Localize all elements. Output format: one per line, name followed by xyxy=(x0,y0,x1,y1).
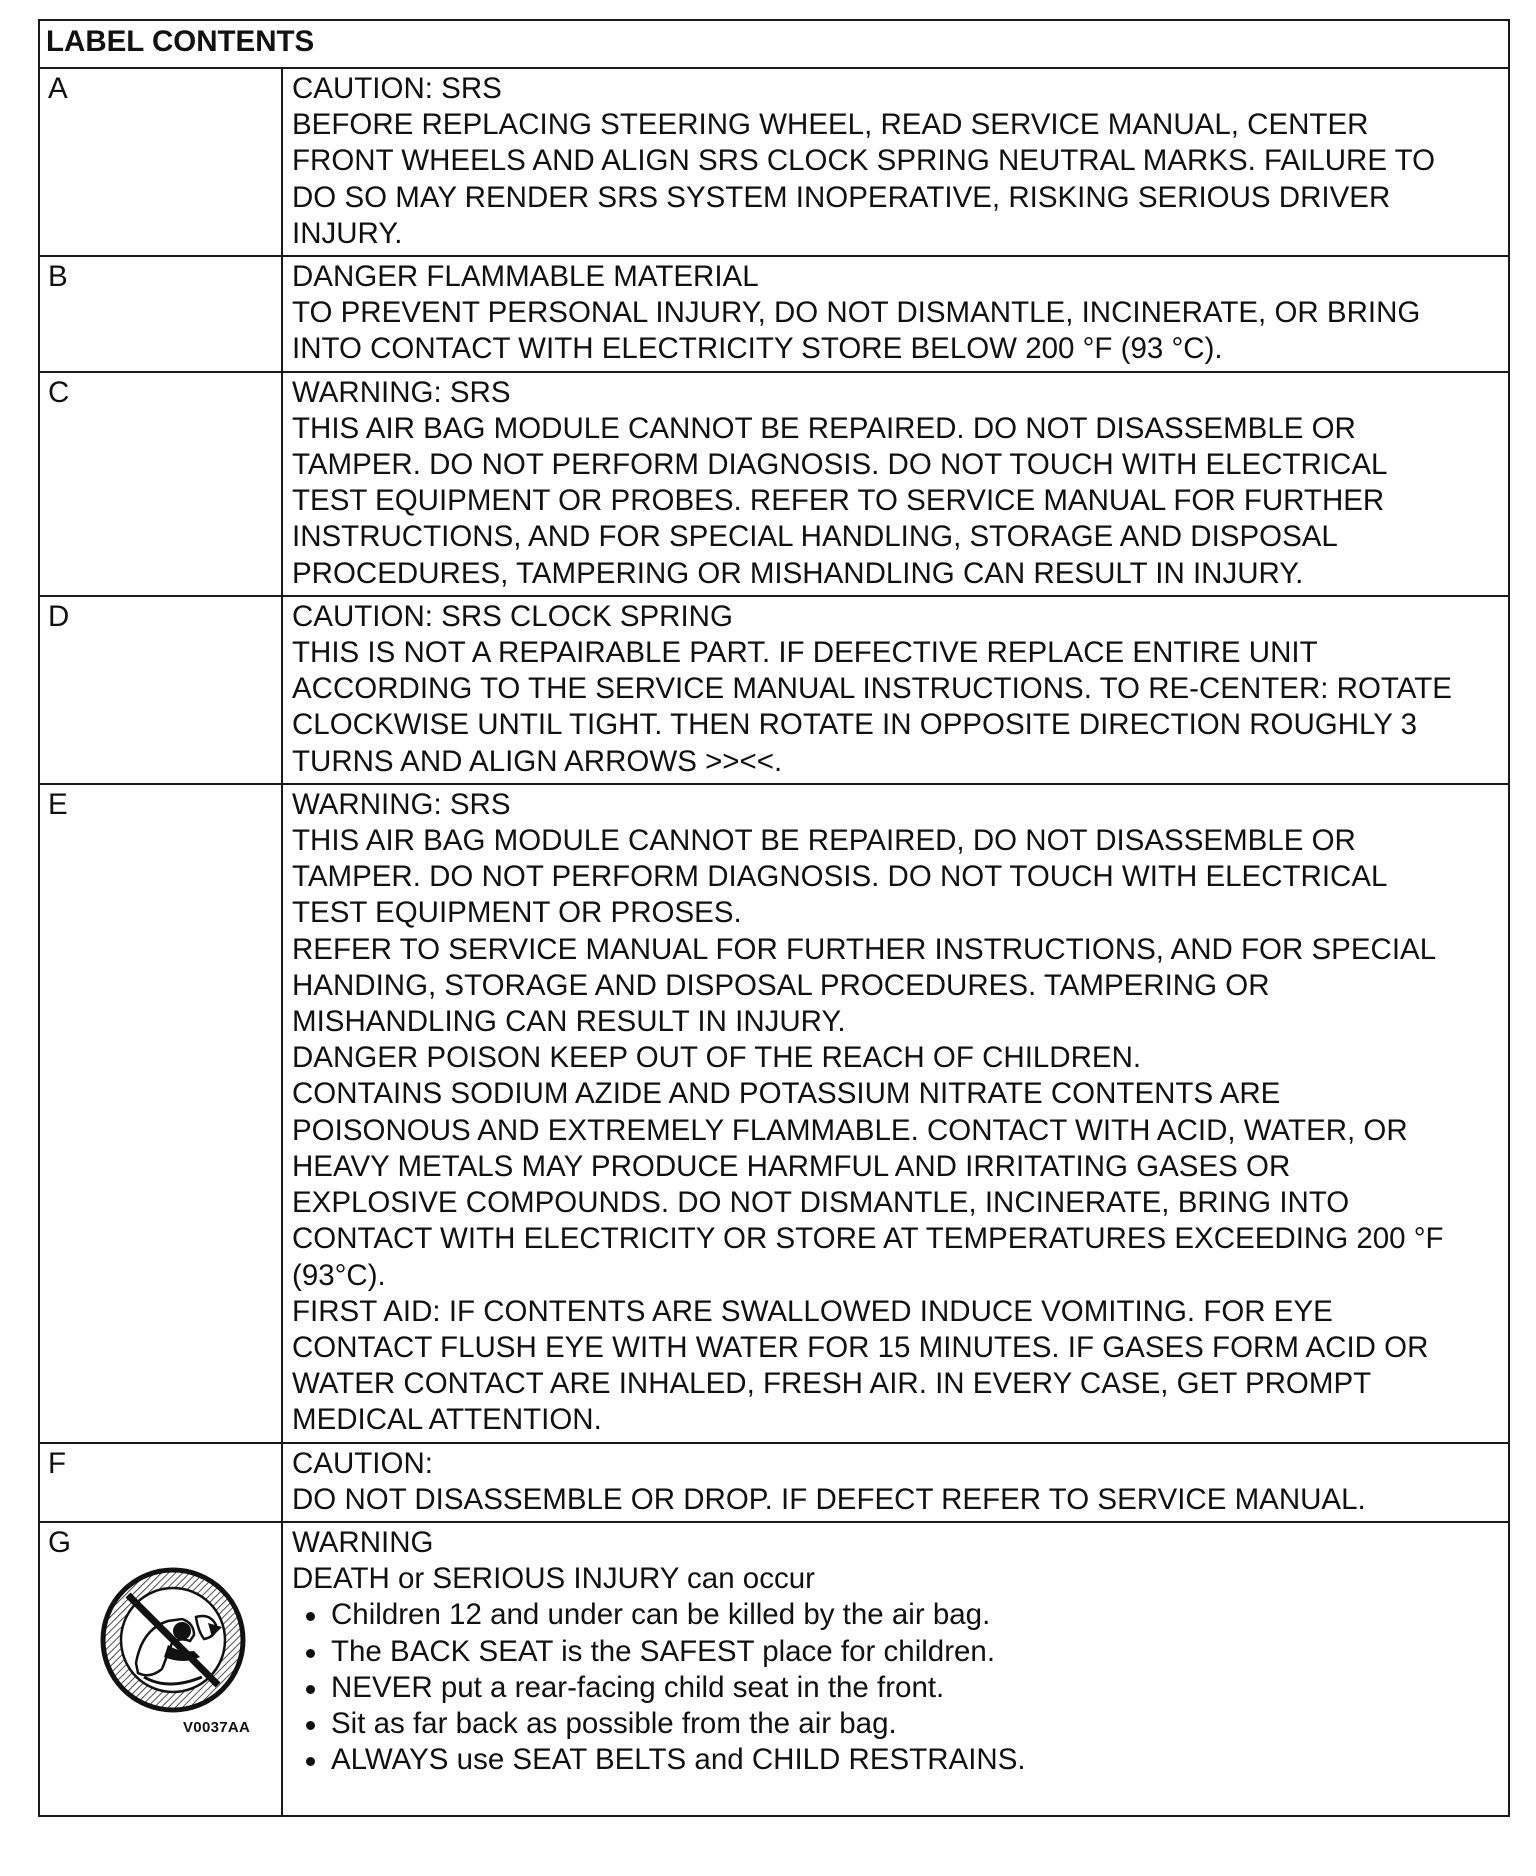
label-row-e xyxy=(39,784,1509,1443)
label-text-line: FRONT WHEELS AND ALIGN SRS CLOCK SPRING NEUTRAL MARKS. FAILURE TO xyxy=(292,144,1436,178)
label-text-line: CAUTION: xyxy=(292,1446,433,1480)
label-text-line: WATER CONTACT ARE INHALED, FRESH AIR. IN EVERY CASE, GET PROMPT xyxy=(292,1367,1372,1401)
label-text-line: INTO CONTACT WITH ELECTRICITY STORE BELOW 200 °F (93 °C). xyxy=(292,332,1223,366)
label-text-line: WARNING: SRS xyxy=(292,375,511,409)
label-row-c xyxy=(39,372,1509,596)
label-text-line: (93°C). xyxy=(292,1258,386,1292)
label-text-line: TO PREVENT PERSONAL INJURY, DO NOT DISMANTLE, INCINERATE, OR BRING xyxy=(292,296,1421,330)
label-text-line: MEDICAL ATTENTION. xyxy=(292,1403,602,1437)
label-text-line: TAMPER. DO NOT PERFORM DIAGNOSIS. DO NOT TOUCH WITH ELECTRICAL xyxy=(292,860,1388,894)
label-letter: B xyxy=(39,256,282,372)
label-text-line: THIS AIR BAG MODULE CANNOT BE REPAIRED, DO NOT DISASSEMBLE OR xyxy=(292,824,1356,858)
pictogram-code: V0037AA xyxy=(183,1718,251,1736)
no-rear-facing-child-seat-icon xyxy=(98,1565,248,1715)
label-text-line: TURNS AND ALIGN ARROWS >><<. xyxy=(292,744,783,778)
label-text-line: TEST EQUIPMENT OR PROBES. REFER TO SERVICE MANUAL FOR FURTHER xyxy=(292,484,1385,518)
warning-title: WARNING xyxy=(292,1525,434,1559)
label-text-line: TEST EQUIPMENT OR PROSES. xyxy=(292,896,742,930)
label-text-line: CONTAINS SODIUM AZIDE AND POTASSIUM NITRATE CONTENTS ARE xyxy=(292,1077,1281,1111)
label-text-line: THIS AIR BAG MODULE CANNOT BE REPAIRED. DO NOT DISASSEMBLE OR xyxy=(292,411,1356,445)
warning-bullet: ALWAYS use SEAT BELTS and CHILD RESTRAINS. xyxy=(292,1742,1502,1778)
label-text-line: FIRST AID: IF CONTENTS ARE SWALLOWED INDUCE VOMITING. FOR EYE xyxy=(292,1294,1333,1328)
label-text xyxy=(282,784,1509,1443)
label-text-line: DANGER FLAMMABLE MATERIAL xyxy=(292,260,759,294)
label-text xyxy=(282,596,1509,784)
warning-bullet: NEVER put a rear-facing child seat in the front. xyxy=(292,1670,1502,1706)
label-text-line: EXPLOSIVE COMPOUNDS. DO NOT DISMANTLE, INCINERATE, BRING INTO xyxy=(292,1186,1350,1220)
label-letter: G xyxy=(48,1525,71,1559)
label-text-line: ACCORDING TO THE SERVICE MANUAL INSTRUCTIONS. TO RE-CENTER: ROTATE xyxy=(292,672,1452,706)
label-text-line: MISHANDLING CAN RESULT IN INJURY. xyxy=(292,1005,846,1039)
label-text-line: TAMPER. DO NOT PERFORM DIAGNOSIS. DO NOT TOUCH WITH ELECTRICAL xyxy=(292,448,1388,482)
label-text-line: WARNING: SRS xyxy=(292,787,511,821)
label-text-line: POISONOUS AND EXTREMELY FLAMMABLE. CONTACT WITH ACID, WATER, OR xyxy=(292,1113,1408,1147)
label-text xyxy=(282,256,1509,372)
label-letter: C xyxy=(39,372,282,596)
label-text xyxy=(282,68,1509,256)
label-text-line: HANDING, STORAGE AND DISPOSAL PROCEDURES. TAMPERING OR xyxy=(292,968,1270,1002)
label-row-g xyxy=(39,1522,1509,1816)
label-text-line: CLOCKWISE UNTIL TIGHT. THEN ROTATE IN OPPOSITE DIRECTION ROUGHLY 3 xyxy=(292,708,1417,742)
label-text xyxy=(282,1443,1509,1522)
warning-bullet: Sit as far back as possible from the air bag. xyxy=(292,1706,1502,1742)
label-text-line: INJURY. xyxy=(292,216,403,250)
label-row-d xyxy=(39,596,1509,784)
label-text-line: CONTACT FLUSH EYE WITH WATER FOR 15 MINUTES. IF GASES FORM ACID OR xyxy=(292,1330,1429,1364)
label-text-line: CAUTION: SRS xyxy=(292,72,502,105)
label-letter: D xyxy=(39,596,282,784)
table-title: LABEL CONTENTS xyxy=(39,20,1509,68)
label-text xyxy=(282,372,1509,596)
warning-bullet: The BACK SEAT is the SAFEST place for children. xyxy=(292,1634,1502,1670)
label-text-line: DO SO MAY RENDER SRS SYSTEM INOPERATIVE, RISKING SERIOUS DRIVER xyxy=(292,180,1391,214)
label-row-f xyxy=(39,1443,1509,1522)
label-row-a xyxy=(39,68,1509,256)
label-text-line: HEAVY METALS MAY PRODUCE HARMFUL AND IRRITATING GASES OR xyxy=(292,1149,1291,1183)
label-row-b xyxy=(39,256,1509,372)
label-text-line: PROCEDURES, TAMPERING OR MISHANDLING CAN RESULT IN INJURY. xyxy=(292,556,1304,590)
warning-bullet: Children 12 and under can be killed by the air bag. xyxy=(292,1597,1502,1633)
warning-bullet-list xyxy=(292,1597,1502,1778)
label-text-line: DO NOT DISASSEMBLE OR DROP. IF DEFECT REFER TO SERVICE MANUAL. xyxy=(292,1482,1366,1516)
label-letter: E xyxy=(39,784,282,1443)
label-letter: A xyxy=(39,68,282,256)
label-text-line: INSTRUCTIONS, AND FOR SPECIAL HANDLING, STORAGE AND DISPOSAL xyxy=(292,520,1338,554)
label-letter-cell xyxy=(39,1522,282,1816)
label-contents-table xyxy=(38,19,1510,1817)
label-text-line: DANGER POISON KEEP OUT OF THE REACH OF CHILDREN. xyxy=(292,1041,1142,1075)
label-text-line: CAUTION: SRS CLOCK SPRING xyxy=(292,599,733,633)
label-text-line: THIS IS NOT A REPAIRABLE PART. IF DEFECTIVE REPLACE ENTIRE UNIT xyxy=(292,636,1318,670)
label-text-line: BEFORE REPLACING STEERING WHEEL, READ SERVICE MANUAL, CENTER xyxy=(292,108,1369,142)
warning-subtitle: DEATH or SERIOUS INJURY can occur xyxy=(292,1562,815,1596)
label-text-line: CONTACT WITH ELECTRICITY OR STORE AT TEMPERATURES EXCEEDING 200 °F xyxy=(292,1222,1444,1256)
label-text-line: REFER TO SERVICE MANUAL FOR FURTHER INSTRUCTIONS, AND FOR SPECIAL xyxy=(292,932,1437,966)
label-letter: F xyxy=(39,1443,282,1522)
table-header-row xyxy=(39,20,1509,68)
pictogram-wrap xyxy=(48,1525,281,1815)
label-text xyxy=(282,1522,1509,1816)
